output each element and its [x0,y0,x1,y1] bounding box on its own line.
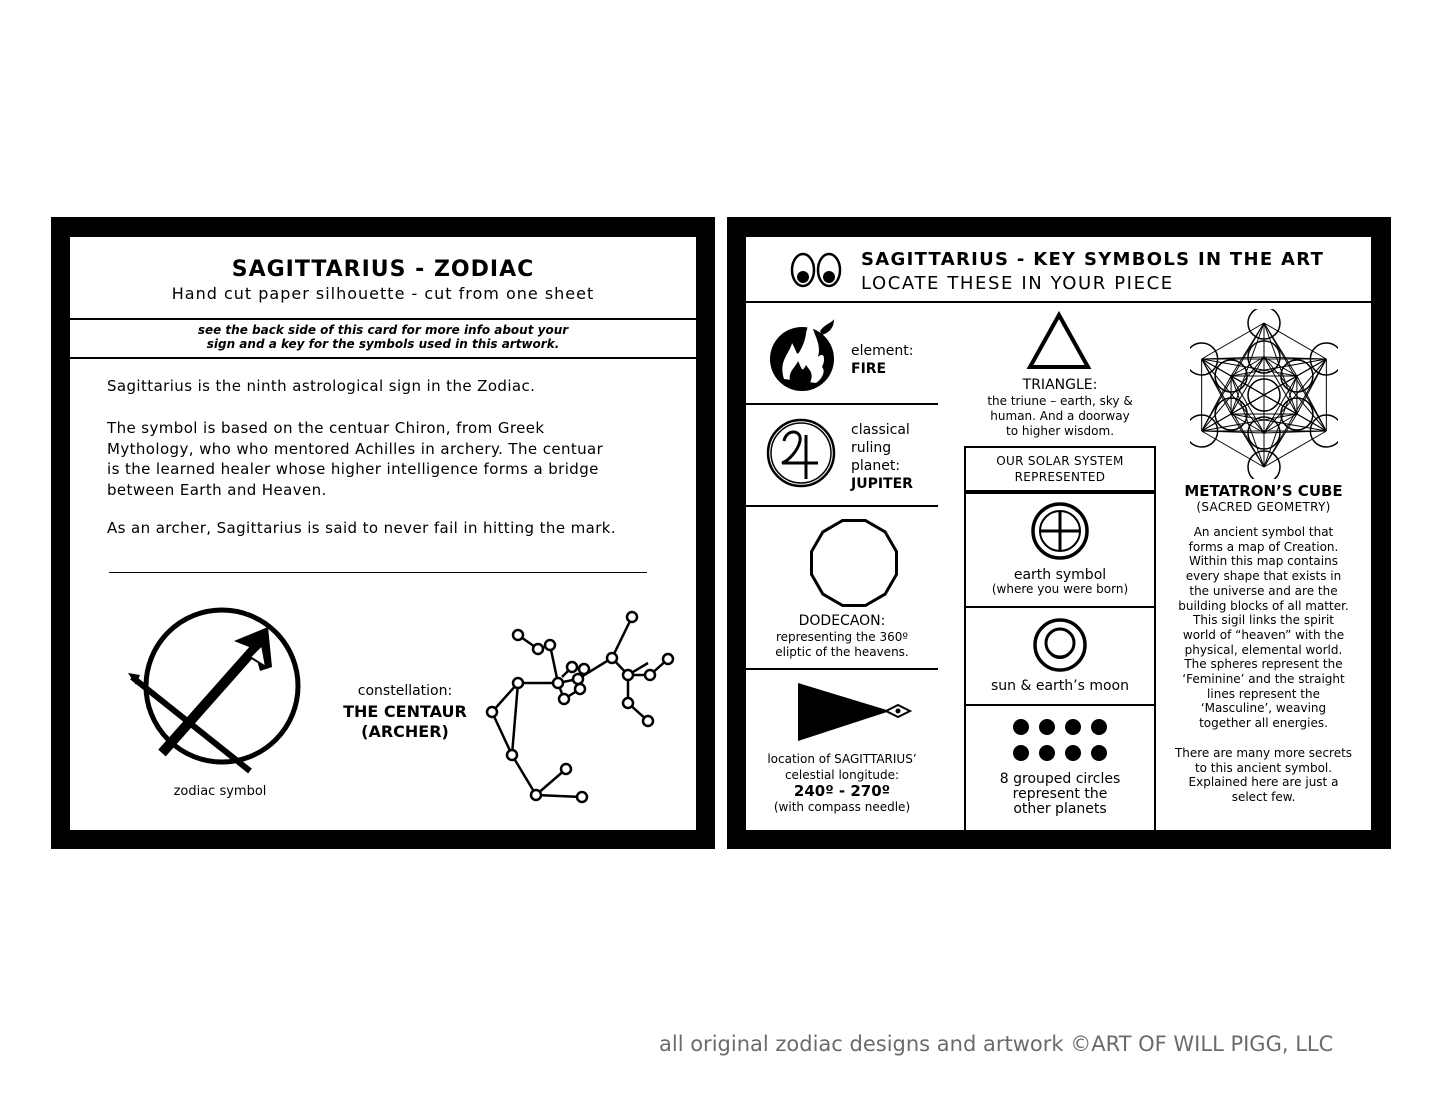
metatron-desc-line: Within this map contains [1189,554,1338,569]
jupiter-icon [766,417,836,489]
metatron-desc-line: lines represent the [1207,686,1320,701]
compass-needle-icon [794,681,914,743]
dodecagon-title: DODECAON: [798,613,886,629]
location-desc [746,751,938,783]
planet-label-line: ruling [851,440,892,456]
triangle-icon [1026,311,1092,371]
metatron-desc-line: building blocks of all matter. [1178,598,1349,613]
planet-circles-desc-line: 8 grouped circles [999,771,1121,787]
chiron-paragraph-line: is the learned healer whose higher intelligence forms a bridge [107,460,599,478]
back-side-note-line2: sign and a key for the symbols used in this artwork. [206,337,560,351]
solar-system-header-line: OUR SOLAR SYSTEM [996,454,1124,468]
dodecagon-desc [746,630,938,660]
key-symbols-panel [746,237,1371,830]
metatron-line [1202,431,1264,467]
intro-paragraph: Sagittarius is the ninth astrological sign in the Zodiac. [107,377,536,395]
metatron-subtitle: (SACRED GEOMETRY) [1196,500,1331,514]
chiron-paragraph-line: between Earth and Heaven. [107,480,327,499]
earth-symbol-note: (where you were born) [991,582,1129,596]
metatron-desc-line: forms a map of Creation. [1188,539,1339,554]
triangle-title: TRIANGLE: [1022,377,1098,393]
eyes-icon [790,251,842,291]
metatron-desc-line: together all energies. [1199,716,1328,731]
divider [746,301,1371,303]
zodiac-card-panel [70,237,696,830]
divider [964,704,1156,706]
planet-label-line: planet: [851,458,901,474]
dodecagon-desc-line: eliptic of the heavens. [775,645,909,659]
element-label: element: [851,343,914,359]
sun-moon-icon [1032,615,1088,675]
divider [964,606,1156,608]
metatron-more-line: to this ancient symbol. [1194,760,1333,775]
planet-circles-desc [964,772,1156,817]
metatron-more-line: Explained here are just a [1188,775,1339,790]
metatron-desc [1156,525,1371,731]
divider [70,318,696,320]
back-side-note-line1: see the back side of this card for more info about your [197,323,569,337]
location-range: 240º - 270º [793,782,891,800]
divider [964,490,1156,494]
divider [746,403,938,405]
dodecagon-desc-line: representing the 360º [775,630,909,644]
metatron-desc-line: This sigil links the spirit [1193,613,1334,628]
divider [70,357,696,359]
constellation-name: THE CENTAUR [343,702,467,721]
triangle-desc-line: the triune – earth, sky & [987,394,1133,408]
earth-symbol-label: earth symbol [1013,567,1107,583]
metatron-desc-line: every shape that exists in [1185,569,1342,584]
chiron-paragraph-line: Mythology, who who mentored Achilles in archery. The centuar [107,439,604,458]
metatron-more [1156,746,1371,805]
divider [746,668,938,670]
zodiac-card-subtitle: Hand cut paper silhouette - cut from one sheet [171,284,595,303]
triangle-desc [964,394,1156,439]
triangle-desc-line: human. And a doorway [990,409,1130,423]
metatron-desc-line: The spheres represent the [1184,657,1343,672]
chiron-paragraph-line: The symbol is based on the centuar Chiron, from Greek [107,419,545,437]
metatron-line [1202,323,1264,359]
triangle-desc-line: to higher wisdom. [1005,424,1115,438]
fire-icon [768,317,838,395]
constellation-label: constellation: [357,683,453,699]
metatron-desc-line: ‘Feminine’ and the straight [1182,672,1345,687]
constellation-name: (ARCHER) [361,722,449,741]
metatron-desc-line: ‘Masculine’, weaving [1200,701,1327,716]
dodecagon-icon [806,515,902,611]
planet-circles-desc-line: other planets [1013,801,1107,817]
planet-circles-icon [1012,717,1112,763]
metatrons-cube-icon [1190,309,1338,479]
chiron-paragraph [107,418,603,500]
separator-line [109,572,647,573]
metatron-desc-line: the universe and are the [1189,583,1338,598]
archer-paragraph: As an archer, Sagittarius is said to never fail in hitting the mark. [107,519,617,537]
metatron-line [1264,323,1326,359]
planet-circles-desc-line: represent the [1012,786,1108,802]
key-symbols-title: SAGITTARIUS - KEY SYMBOLS IN THE ART [861,249,1325,270]
metatron-title: METATRON’S CUBE [1184,482,1343,500]
metatron-desc-line: world of “heaven” with the [1182,627,1345,642]
location-desc-line: location of SAGITTARIUS’ [767,752,917,766]
zodiac-card-title: SAGITTARIUS - ZODIAC [231,257,535,282]
metatron-desc-line: An ancient symbol that [1193,525,1334,539]
solar-system-header-line: REPRESENTED [1014,470,1106,484]
zodiac-symbol-label: zodiac symbol [173,784,267,799]
metatron-desc-line: physical, elemental world. [1184,642,1343,657]
location-desc-line: celestial longitude: [784,768,900,782]
planet-value: JUPITER [851,476,913,492]
key-symbols-subtitle: LOCATE THESE IN YOUR PIECE [861,273,1174,294]
solar-system-header [964,453,1156,485]
sagittarius-glyph-icon [126,605,306,780]
sun-moon-label: sun & earth’s moon [990,678,1129,694]
metatron-more-line: There are many more secrets [1174,746,1353,760]
divider [746,505,938,507]
earth-symbol-icon [1030,501,1090,561]
planet-label [851,421,913,493]
element-value: FIRE [851,361,887,377]
location-note: (with compass needle) [773,800,911,814]
centaur-constellation-icon [480,605,685,805]
copyright-footer: all original zodiac designs and artwork ©ART OF WILL PIGG, LLC [659,1032,1334,1056]
metatron-line [1264,431,1326,467]
planet-label-line: classical [851,422,910,438]
metatron-more-line: select few. [1231,790,1296,805]
